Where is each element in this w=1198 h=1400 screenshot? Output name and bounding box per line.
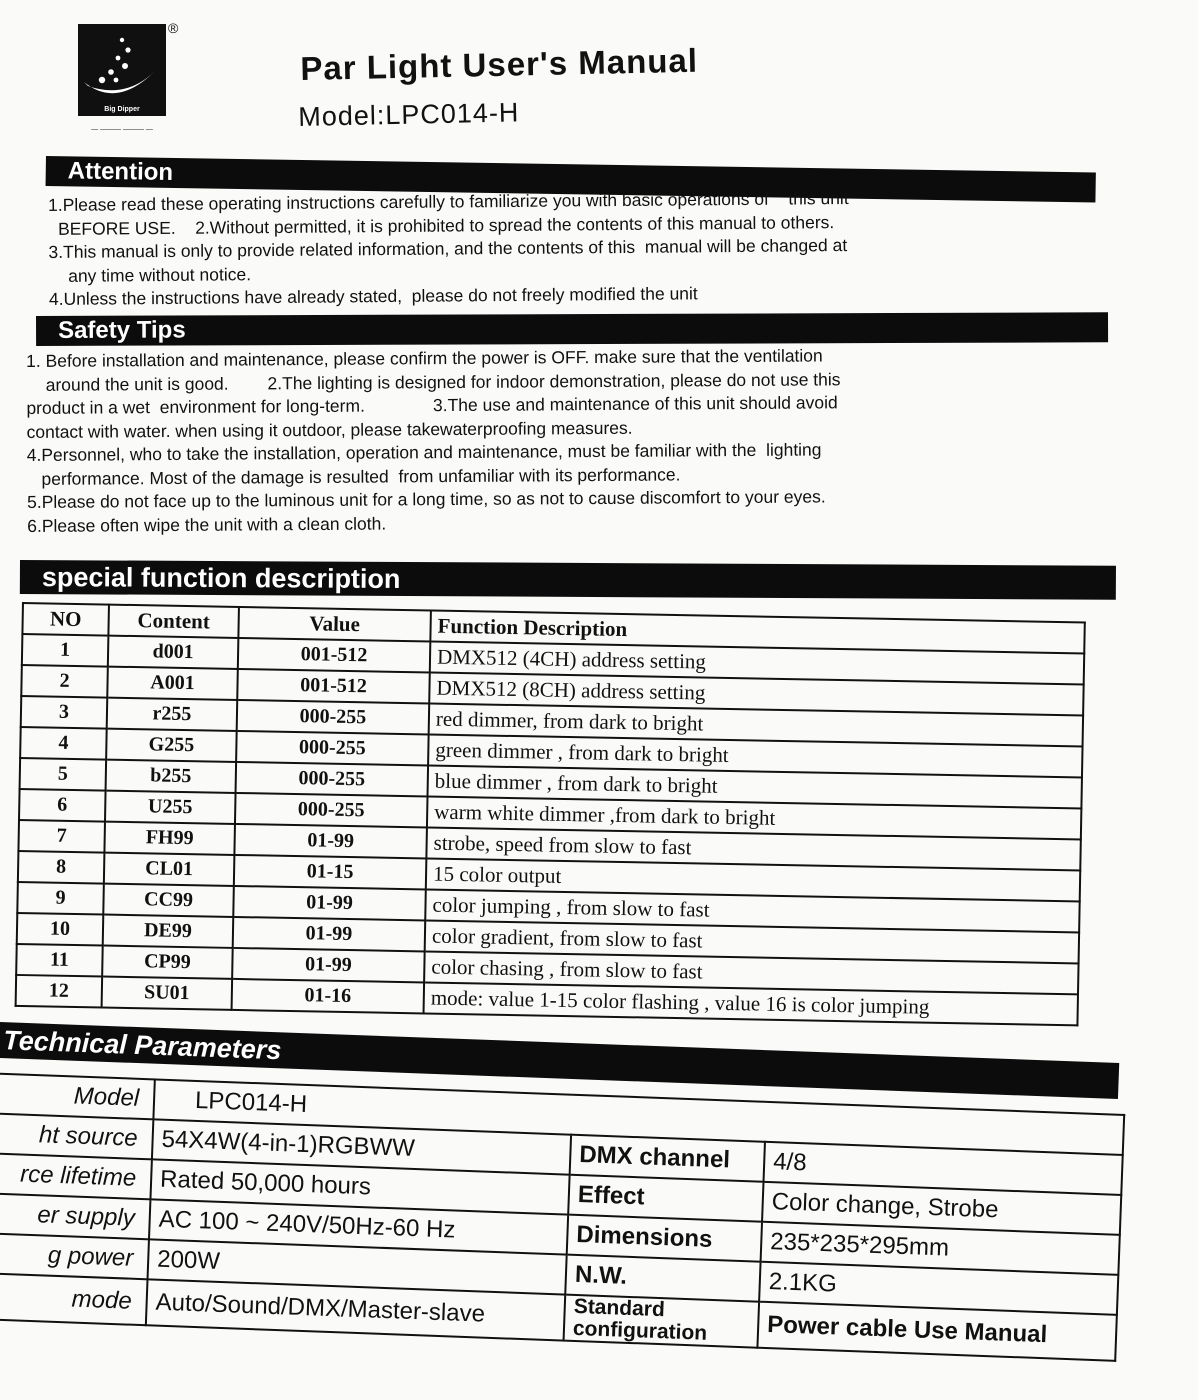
row-description: green dimmer , from dark to bright bbox=[428, 734, 1082, 777]
row-value: 01-15 bbox=[234, 855, 427, 890]
logo-rule: — ——— ——— — bbox=[91, 126, 153, 133]
attention-line: BEFORE USE. 2.Without permitted, it is prohibited to spread the contents of this manual to others. bbox=[48, 211, 835, 239]
row-description: red dimmer, from dark to bright bbox=[429, 703, 1083, 746]
attention-line: 4.Unless the instructions have already stated, please do not freely modified the unit bbox=[48, 283, 698, 309]
row-value: 01-16 bbox=[232, 979, 425, 1014]
row-content: A001 bbox=[107, 667, 238, 700]
row-no: 2 bbox=[21, 665, 108, 698]
row-content: G255 bbox=[106, 729, 237, 762]
safety-line: around the unit is good. 2.The lighting is designed for indoor demonstration, please do not use this bbox=[26, 368, 841, 395]
param-label: g power bbox=[0, 1233, 149, 1279]
row-content: d001 bbox=[108, 636, 239, 669]
param-value-2: 4/8 bbox=[764, 1142, 1123, 1195]
technical-heading: Technical Parameters bbox=[2, 1025, 282, 1066]
row-value: 001-512 bbox=[237, 669, 430, 704]
model-label: Model:LPC014-H bbox=[298, 97, 520, 132]
row-content: r255 bbox=[107, 698, 238, 731]
row-no: 8 bbox=[18, 851, 105, 884]
row-description: color jumping , from slow to fast bbox=[425, 889, 1079, 932]
row-description: blue dimmer , from dark to bright bbox=[428, 765, 1082, 808]
header-no: NO bbox=[22, 603, 109, 636]
row-no: 12 bbox=[16, 975, 103, 1008]
safety-line: 6.Please often wipe the unit with a clean cloth. bbox=[27, 512, 387, 536]
row-no: 4 bbox=[20, 727, 107, 760]
safety-heading: Safety Tips bbox=[58, 316, 186, 344]
row-content: DE99 bbox=[103, 915, 234, 948]
param-value: 54X4W(4-in-1)RGBWW bbox=[152, 1119, 571, 1174]
safety-line: performance. Most of the damage is resulted from unfamiliar with its performance. bbox=[26, 463, 681, 489]
row-description: 15 color output bbox=[426, 858, 1080, 901]
special-heading: special function description bbox=[41, 562, 401, 594]
param-value: Rated 50,000 hours bbox=[150, 1159, 569, 1214]
param-value: LPC014-H bbox=[153, 1079, 1124, 1155]
logo-caption: Big Dipper bbox=[104, 106, 140, 113]
attention-line: 1.Please read these operating instructions carefully to familiarize you with basic operations of this unit bbox=[48, 188, 849, 215]
param-label: er supply bbox=[0, 1193, 150, 1239]
param-value-2: Color change, Strobe bbox=[762, 1182, 1121, 1235]
row-no: 6 bbox=[19, 789, 106, 822]
big-dipper-logo-icon bbox=[78, 24, 166, 116]
row-description: DMX512 (8CH) address setting bbox=[429, 672, 1083, 715]
row-description: mode: value 1-15 color flashing , value 16 is color jumping bbox=[424, 982, 1078, 1025]
param-label: ht source bbox=[0, 1113, 153, 1159]
brand-logo bbox=[78, 24, 166, 116]
row-value: 000-255 bbox=[236, 731, 429, 766]
param-label-2: Standard configuration bbox=[564, 1295, 760, 1348]
row-value: 000-255 bbox=[237, 700, 430, 735]
param-value: Auto/Sound/DMX/Master-slave bbox=[146, 1279, 565, 1340]
special-heading-bar bbox=[20, 560, 1116, 600]
safety-heading-bar bbox=[36, 312, 1108, 346]
row-content: CL01 bbox=[104, 853, 235, 886]
row-value: 000-255 bbox=[235, 793, 428, 828]
row-no: 11 bbox=[16, 944, 103, 977]
row-no: 7 bbox=[18, 820, 105, 853]
registered-mark: ® bbox=[168, 20, 179, 36]
row-content: b255 bbox=[106, 760, 237, 793]
header-description: Function Description bbox=[430, 610, 1084, 653]
param-label: mode bbox=[0, 1273, 148, 1325]
row-value: 01-99 bbox=[234, 824, 427, 859]
attention-text bbox=[48, 187, 850, 311]
row-description: color chasing , from slow to fast bbox=[424, 951, 1078, 994]
attention-heading: Attention bbox=[67, 157, 174, 186]
param-value-2: 2.1KG bbox=[759, 1262, 1118, 1315]
safety-text bbox=[26, 344, 842, 538]
row-value: 01-99 bbox=[233, 917, 426, 952]
safety-line: product in a wet environment for long-term. 3.The use and maintenance of this unit should avoid bbox=[26, 392, 838, 418]
row-value: 001-512 bbox=[238, 638, 431, 673]
safety-line: 1. Before installation and maintenance, please confirm the power is OFF. make sure that the ventilation bbox=[26, 345, 823, 371]
row-description: color gradient, from slow to fast bbox=[425, 920, 1079, 963]
row-value: 01-99 bbox=[233, 886, 426, 921]
row-description: warm white dimmer ,from dark to bright bbox=[427, 796, 1081, 839]
row-content: U255 bbox=[105, 791, 236, 824]
row-value: 01-99 bbox=[232, 948, 425, 983]
param-value-2: 235*235*295mm bbox=[761, 1222, 1120, 1275]
technical-parameters-table bbox=[0, 1072, 1125, 1362]
row-content: FH99 bbox=[104, 822, 235, 855]
special-function-table bbox=[15, 602, 1086, 1026]
param-value: AC 100 ~ 240V/50Hz-60 Hz bbox=[149, 1199, 568, 1254]
header-value: Value bbox=[238, 607, 431, 642]
attention-line: 3.This manual is only to provide related information, and the contents of this manual will be changed at bbox=[48, 235, 848, 262]
param-label-2: DMX channel bbox=[570, 1135, 765, 1182]
row-value: 000-255 bbox=[236, 762, 429, 797]
row-no: 5 bbox=[20, 758, 107, 791]
row-content: CC99 bbox=[103, 884, 234, 917]
row-description: DMX512 (4CH) address setting bbox=[430, 641, 1084, 684]
row-no: 1 bbox=[22, 634, 109, 667]
param-value: 200W bbox=[148, 1239, 567, 1294]
param-label-2: N.W. bbox=[565, 1255, 760, 1302]
attention-line: any time without notice. bbox=[48, 263, 252, 286]
param-label-2: Dimensions bbox=[567, 1215, 762, 1262]
row-no: 9 bbox=[17, 882, 104, 915]
param-label-2: Effect bbox=[568, 1175, 763, 1222]
safety-line: 5.Please do not face up to the luminous unit for a long time, so as not to cause discomfort to your eyes. bbox=[26, 486, 826, 512]
param-label: rce lifetime bbox=[0, 1153, 152, 1199]
page-title: Par Light User's Manual bbox=[300, 41, 699, 87]
param-value-2: Power cable Use Manual bbox=[757, 1302, 1116, 1361]
row-content: SU01 bbox=[102, 977, 233, 1010]
safety-line: contact with water. when using it outdoor, please takewaterproofing measures. bbox=[26, 417, 633, 442]
row-content: CP99 bbox=[102, 946, 233, 979]
row-no: 10 bbox=[17, 913, 104, 946]
row-description: strobe, speed from slow to fast bbox=[426, 827, 1080, 870]
row-no: 3 bbox=[21, 696, 108, 729]
header-content: Content bbox=[108, 605, 239, 638]
safety-line: 4.Personnel, who to take the installation, operation and maintenance, must be familiar with the lighting bbox=[26, 439, 822, 465]
param-label: Model bbox=[0, 1073, 155, 1119]
